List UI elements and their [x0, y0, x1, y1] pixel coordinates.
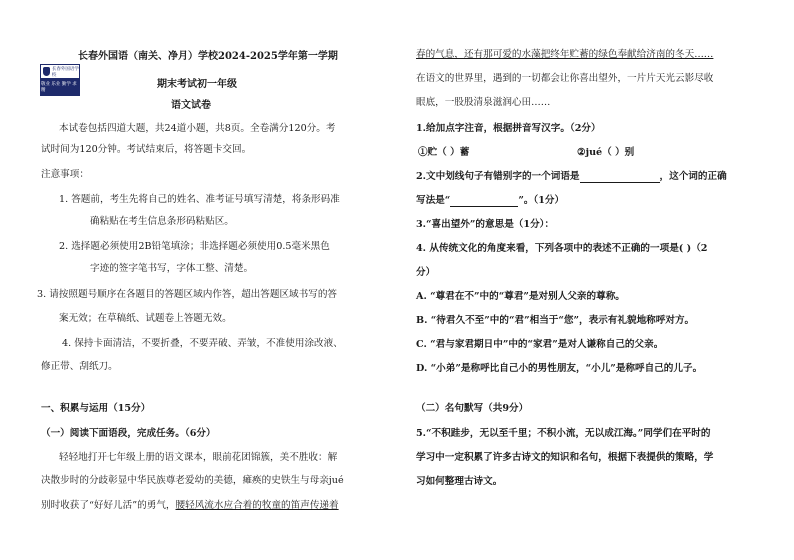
passage-line-6: 眼底，一股股清泉滋润心田……	[416, 97, 551, 108]
question-4-a: 4. 从传统文化的角度来看，下列各项中的表述不正确的一项是( )（2	[416, 243, 708, 254]
logo-motto: 敬业 乐业 勤学 求精	[41, 79, 79, 95]
school-crest-icon	[43, 67, 50, 76]
exam-title: 期末考试初一年级	[157, 79, 237, 90]
passage-line-4	[416, 48, 713, 61]
note-2-b: 字迹的签字笔书写，字体工整、清楚。	[90, 263, 254, 274]
note-4-b: 修正带、刮纸刀。	[41, 361, 118, 372]
subsection-1-title: （一）阅读下面语段，完成任务。（6分）	[41, 428, 216, 439]
subsection-2-title: （二）名句默写（共9分）	[416, 403, 529, 414]
question-1: 1.给加点字注音，根据拼音写汉字。（2分）	[416, 123, 601, 134]
note-4-a: 4. 保持卡面清洁，不要折叠，不要弄破、弄皱，不准使用涂改液、	[62, 338, 343, 349]
section-1-title: 一、积累与运用（15分）	[41, 403, 151, 414]
note-2-a: 2. 选择题必须使用2B铅笔填涂；非选择题必须使用0.5毫米黑色	[59, 241, 330, 252]
question-1-option-1: ①贮（ ）蓄	[418, 147, 470, 158]
underlined-sentence-cont: 春的气息，还有那可爱的水藻把终年贮蓄的绿色奉献给济南的冬天……	[416, 49, 714, 60]
question-2-a: 2.文中划线句子有错别字的一个词语是	[416, 171, 580, 182]
option-b: B. “待君久不至”中的“君”相当于“您”，表示有礼貌地称呼对方。	[416, 315, 695, 326]
question-5-b: 学习中一定积累了许多古诗文的知识和名句，根据下表提供的策略，学	[416, 452, 714, 463]
notes-title: 注意事项：	[41, 169, 89, 180]
option-d: D. “小弟”是称呼比自己小的男性朋友，“小儿”是称呼自己的儿子。	[416, 363, 703, 374]
question-5-c: 习如何整理古诗文。	[416, 476, 503, 487]
option-a: A. “尊君在不”中的“尊君”是对别人父亲的尊称。	[416, 291, 625, 302]
school-logo	[40, 64, 80, 96]
question-2-c: 写法是“	[416, 195, 451, 206]
note-1-b: 确粘贴在考生信息条形码粘贴区。	[90, 216, 234, 227]
passage-line-2: 决散步时的分歧彰显中华民族尊老爱幼的美德，瘫痪的史铁生与母亲jué	[41, 475, 344, 486]
option-c: C. “君与家君期日中”中的“家君”是对人谦称自己的父亲。	[416, 339, 664, 350]
passage-line-3	[41, 499, 339, 512]
note-1-a: 1. 答题前，考生先将自己的姓名、准考证号填写清楚，将条形码准	[59, 194, 340, 205]
question-2-b: ，这个词的正确	[659, 171, 727, 182]
question-2-line-1	[416, 170, 727, 183]
intro-line-2: 试时间为120分钟。考试结束后，将答题卡交回。	[41, 144, 252, 155]
question-1-option-2: ②jué（ ）别	[577, 147, 635, 158]
answer-blank-2[interactable]	[450, 196, 518, 207]
subject-title: 语文试卷	[171, 100, 211, 111]
question-3: 3.“喜出望外”的意思是（1分）：	[416, 219, 555, 230]
school-title: 长春外国语（南关、净月）学校2024-2025学年第一学期	[78, 51, 338, 62]
question-2-line-2	[416, 194, 564, 207]
passage-line-1: 轻轻地打开七年级上册的语文课本，眼前花团锦簇，美不胜收：解	[59, 452, 338, 463]
passage-line-5: 在语文的世界里，遇到的一切都会让你喜出望外，一片片天光云影尽收	[416, 73, 714, 84]
note-3-a: 3. 请按照题号顺序在各题目的答题区域内作答，超出答题区域书写的答	[37, 289, 338, 300]
question-5-a: 5.“不积跬步，无以至千里；不积小流，无以成江海。”同学们在平时的	[416, 428, 711, 439]
question-4-b: 分）	[416, 267, 436, 278]
logo-name: 长春外国语学校	[51, 66, 79, 78]
question-2-d: ”。（1分）	[518, 195, 565, 206]
note-3-b: 案无效；在草稿纸、试题卷上答题无效。	[59, 313, 232, 324]
passage-line-3-a: 别时收获了“好好儿活”的勇气，	[41, 500, 176, 511]
underlined-sentence: 腰轻风流水应合着的牧童的笛声传递着	[175, 500, 339, 511]
answer-blank-1[interactable]	[580, 172, 660, 183]
intro-line-1: 本试卷包括四道大题，共24道小题，共8页。全卷满分120分。考	[59, 123, 336, 134]
